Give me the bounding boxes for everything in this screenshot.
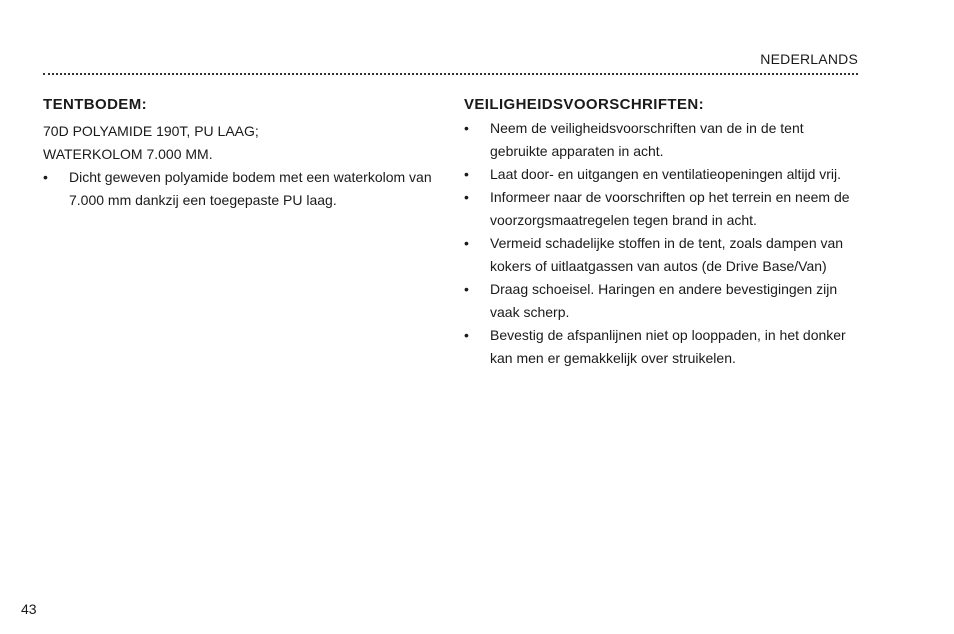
bullet-icon: • bbox=[464, 120, 469, 136]
list-item-text: Neem de veiligheidsvoorschriften van de in de tent gebruikte apparaten in acht. bbox=[490, 120, 804, 159]
dotted-divider bbox=[43, 73, 858, 75]
material-spec-line: 70D POLYAMIDE 190T, PU LAAG; bbox=[43, 123, 259, 139]
section-language-label: NEDERLANDS bbox=[760, 51, 858, 67]
list-item bbox=[464, 117, 864, 163]
list-item-text: Bevestig de afspanlijnen niet op looppaden, in het donker kan men er gemakkelijk over struikelen. bbox=[490, 327, 846, 366]
list-item bbox=[464, 324, 864, 370]
bullet-icon: • bbox=[464, 166, 469, 182]
bullet-icon: • bbox=[43, 169, 48, 185]
list-item-text: Laat door- en uitgangen en ventilatieopeningen altijd vrij. bbox=[490, 166, 842, 182]
list-item bbox=[464, 163, 864, 186]
bullet-icon: • bbox=[464, 327, 469, 343]
water-column-spec-line: WATERKOLOM 7.000 MM. bbox=[43, 146, 213, 162]
list-item-text: Draag schoeisel. Haringen en andere bevestigingen zijn vaak scherp. bbox=[490, 281, 838, 320]
safety-instructions-section bbox=[464, 96, 864, 370]
list-item-text: Vermeid schadelijke stoffen in de tent, zoals dampen van kokers of uitlaatgassen van autos (de Drive Base/Van) bbox=[490, 235, 844, 274]
safety-bullet-list bbox=[464, 117, 864, 370]
list-item bbox=[464, 278, 864, 324]
tent-floor-section bbox=[43, 96, 433, 212]
tent-floor-heading: TENTBODEM: bbox=[43, 96, 147, 113]
bullet-icon: • bbox=[464, 281, 469, 297]
list-item bbox=[43, 166, 433, 212]
tent-floor-bullet-list bbox=[43, 166, 433, 212]
safety-instructions-heading: VEILIGHEIDSVOORSCHRIFTEN: bbox=[464, 96, 705, 113]
bullet-icon: • bbox=[464, 235, 469, 251]
list-item-text: Dicht geweven polyamide bodem met een waterkolom van 7.000 mm dankzij een toegepaste PU laag. bbox=[69, 169, 432, 208]
bullet-icon: • bbox=[464, 189, 469, 205]
list-item bbox=[464, 186, 864, 232]
page-number: 43 bbox=[21, 601, 37, 617]
list-item-text: Informeer naar de voorschriften op het terrein en neem de voorzorgsmaatregelen tegen brand in acht. bbox=[490, 189, 850, 228]
list-item bbox=[464, 232, 864, 278]
